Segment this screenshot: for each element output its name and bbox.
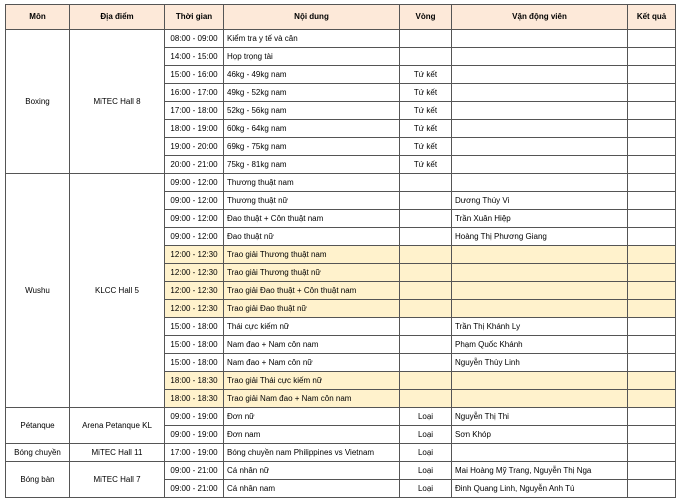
sport-cell: Boxing <box>6 30 70 174</box>
athlete-cell <box>452 84 628 102</box>
time-cell: 12:00 - 12:30 <box>165 264 224 282</box>
event-cell: Đơn nữ <box>224 408 400 426</box>
athlete-cell <box>452 264 628 282</box>
event-cell: Đao thuật nữ <box>224 228 400 246</box>
time-cell: 09:00 - 12:00 <box>165 228 224 246</box>
event-cell: Thái cực kiếm nữ <box>224 318 400 336</box>
round-cell <box>400 390 452 408</box>
result-cell <box>628 210 676 228</box>
time-cell: 09:00 - 19:00 <box>165 408 224 426</box>
athlete-cell <box>452 300 628 318</box>
round-cell: Loại <box>400 480 452 498</box>
athlete-cell: Hoàng Thị Phương Giang <box>452 228 628 246</box>
table-row <box>6 174 676 192</box>
result-cell <box>628 264 676 282</box>
event-cell: Trao giải Thái cực kiếm nữ <box>224 372 400 390</box>
result-cell <box>628 390 676 408</box>
round-cell: Tứ kết <box>400 156 452 174</box>
event-cell: Trao giải Đao thuật + Côn thuật nam <box>224 282 400 300</box>
round-cell: Tứ kết <box>400 138 452 156</box>
result-cell <box>628 192 676 210</box>
venue-cell: MiTEC Hall 11 <box>70 444 165 462</box>
time-cell: 15:00 - 18:00 <box>165 354 224 372</box>
event-cell: Cá nhân nam <box>224 480 400 498</box>
time-cell: 09:00 - 12:00 <box>165 210 224 228</box>
athlete-cell: Mai Hoàng Mỹ Trang, Nguyễn Thị Nga <box>452 462 628 480</box>
time-cell: 09:00 - 12:00 <box>165 174 224 192</box>
header-venue: Địa điểm <box>70 5 165 30</box>
athlete-cell: Đinh Quang Linh, Nguyễn Anh Tú <box>452 480 628 498</box>
table-row <box>6 30 676 48</box>
athlete-cell <box>452 30 628 48</box>
round-cell <box>400 300 452 318</box>
event-cell: Trao giải Nam đao + Nam côn nam <box>224 390 400 408</box>
result-cell <box>628 336 676 354</box>
round-cell <box>400 264 452 282</box>
athlete-cell <box>452 174 628 192</box>
header-time: Thời gian <box>165 5 224 30</box>
athlete-cell <box>452 246 628 264</box>
time-cell: 09:00 - 21:00 <box>165 480 224 498</box>
event-cell: Họp trọng tài <box>224 48 400 66</box>
athlete-cell: Trần Xuân Hiệp <box>452 210 628 228</box>
round-cell: Loại <box>400 426 452 444</box>
event-cell: 46kg - 49kg nam <box>224 66 400 84</box>
event-cell: Nam đao + Nam côn nam <box>224 336 400 354</box>
result-cell <box>628 102 676 120</box>
result-cell <box>628 444 676 462</box>
result-cell <box>628 246 676 264</box>
round-cell <box>400 246 452 264</box>
header-event: Nội dung <box>224 5 400 30</box>
result-cell <box>628 282 676 300</box>
round-cell <box>400 174 452 192</box>
result-cell <box>628 354 676 372</box>
result-cell <box>628 84 676 102</box>
round-cell: Loại <box>400 462 452 480</box>
result-cell <box>628 48 676 66</box>
event-cell: 49kg - 52kg nam <box>224 84 400 102</box>
time-cell: 15:00 - 16:00 <box>165 66 224 84</box>
event-cell: 60kg - 64kg nam <box>224 120 400 138</box>
table-row <box>6 462 676 480</box>
round-cell <box>400 372 452 390</box>
result-cell <box>628 138 676 156</box>
event-cell: Bóng chuyền nam Philippines vs Vietnam <box>224 444 400 462</box>
time-cell: 16:00 - 17:00 <box>165 84 224 102</box>
result-cell <box>628 30 676 48</box>
event-cell: Đơn nam <box>224 426 400 444</box>
athlete-cell: Nguyễn Thị Thi <box>452 408 628 426</box>
result-cell <box>628 480 676 498</box>
athlete-cell: Sơn Khóp <box>452 426 628 444</box>
time-cell: 17:00 - 19:00 <box>165 444 224 462</box>
schedule-body <box>6 30 676 498</box>
round-cell <box>400 336 452 354</box>
result-cell <box>628 174 676 192</box>
round-cell: Loại <box>400 408 452 426</box>
event-cell: Cá nhân nữ <box>224 462 400 480</box>
sport-cell: Pétanque <box>6 408 70 444</box>
time-cell: 18:00 - 18:30 <box>165 390 224 408</box>
result-cell <box>628 156 676 174</box>
athlete-cell <box>452 48 628 66</box>
event-cell: Trao giải Thương thuật nam <box>224 246 400 264</box>
round-cell: Tứ kết <box>400 102 452 120</box>
event-cell: Thương thuật nam <box>224 174 400 192</box>
time-cell: 09:00 - 19:00 <box>165 426 224 444</box>
round-cell <box>400 318 452 336</box>
venue-cell: KLCC Hall 5 <box>70 174 165 408</box>
result-cell <box>628 228 676 246</box>
venue-cell: MiTEC Hall 7 <box>70 462 165 498</box>
header-round: Vòng <box>400 5 452 30</box>
table-row <box>6 408 676 426</box>
result-cell <box>628 66 676 84</box>
round-cell <box>400 192 452 210</box>
venue-cell: Arena Petanque KL <box>70 408 165 444</box>
time-cell: 09:00 - 12:00 <box>165 192 224 210</box>
event-cell: Trao giải Đao thuật nữ <box>224 300 400 318</box>
table-row <box>6 444 676 462</box>
venue-cell: MiTEC Hall 8 <box>70 30 165 174</box>
header-sport: Môn <box>6 5 70 30</box>
header-athlete: Vận động viên <box>452 5 628 30</box>
time-cell: 12:00 - 12:30 <box>165 282 224 300</box>
athlete-cell <box>452 372 628 390</box>
time-cell: 15:00 - 18:00 <box>165 318 224 336</box>
athlete-cell <box>452 66 628 84</box>
event-cell: 75kg - 81kg nam <box>224 156 400 174</box>
time-cell: 18:00 - 18:30 <box>165 372 224 390</box>
athlete-cell <box>452 444 628 462</box>
schedule-table <box>5 4 676 498</box>
round-cell <box>400 210 452 228</box>
event-cell: Nam đao + Nam côn nữ <box>224 354 400 372</box>
athlete-cell <box>452 390 628 408</box>
result-cell <box>628 426 676 444</box>
result-cell <box>628 408 676 426</box>
round-cell <box>400 354 452 372</box>
result-cell <box>628 462 676 480</box>
event-cell: Đao thuật + Côn thuật nam <box>224 210 400 228</box>
result-cell <box>628 120 676 138</box>
result-cell <box>628 372 676 390</box>
time-cell: 20:00 - 21:00 <box>165 156 224 174</box>
result-cell <box>628 300 676 318</box>
round-cell: Tứ kết <box>400 66 452 84</box>
athlete-cell: Nguyễn Thùy Linh <box>452 354 628 372</box>
time-cell: 09:00 - 21:00 <box>165 462 224 480</box>
sport-cell: Bóng bàn <box>6 462 70 498</box>
round-cell <box>400 48 452 66</box>
time-cell: 14:00 - 15:00 <box>165 48 224 66</box>
event-cell: Kiểm tra y tế và cân <box>224 30 400 48</box>
athlete-cell: Dương Thúy Vi <box>452 192 628 210</box>
athlete-cell: Trần Thị Khánh Ly <box>452 318 628 336</box>
athlete-cell <box>452 156 628 174</box>
time-cell: 15:00 - 18:00 <box>165 336 224 354</box>
event-cell: Thương thuật nữ <box>224 192 400 210</box>
round-cell: Tứ kết <box>400 120 452 138</box>
athlete-cell <box>452 102 628 120</box>
round-cell <box>400 228 452 246</box>
header-result: Kết quả <box>628 5 676 30</box>
result-cell <box>628 318 676 336</box>
athlete-cell <box>452 282 628 300</box>
time-cell: 17:00 - 18:00 <box>165 102 224 120</box>
header-row <box>6 5 676 30</box>
round-cell: Tứ kết <box>400 84 452 102</box>
sport-cell: Bóng chuyền <box>6 444 70 462</box>
athlete-cell <box>452 138 628 156</box>
event-cell: Trao giải Thương thuật nữ <box>224 264 400 282</box>
round-cell <box>400 282 452 300</box>
event-cell: 69kg - 75kg nam <box>224 138 400 156</box>
event-cell: 52kg - 56kg nam <box>224 102 400 120</box>
time-cell: 12:00 - 12:30 <box>165 300 224 318</box>
time-cell: 18:00 - 19:00 <box>165 120 224 138</box>
time-cell: 12:00 - 12:30 <box>165 246 224 264</box>
round-cell: Loại <box>400 444 452 462</box>
time-cell: 19:00 - 20:00 <box>165 138 224 156</box>
athlete-cell: Phạm Quốc Khánh <box>452 336 628 354</box>
sport-cell: Wushu <box>6 174 70 408</box>
round-cell <box>400 30 452 48</box>
athlete-cell <box>452 120 628 138</box>
time-cell: 08:00 - 09:00 <box>165 30 224 48</box>
